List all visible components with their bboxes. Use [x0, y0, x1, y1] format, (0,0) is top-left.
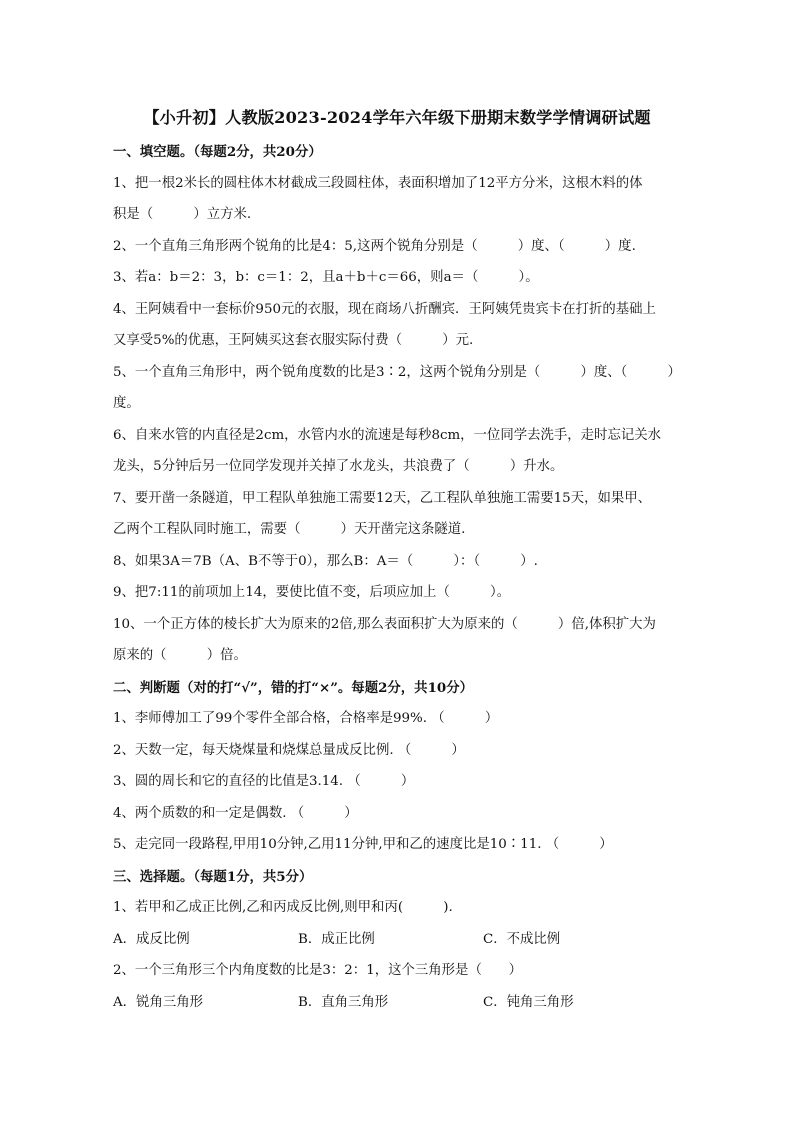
question-line: 1、若甲和乙成正比例,乙和丙成反比例,则甲和丙( ).: [113, 900, 453, 915]
option-a: A．锐角三角形: [113, 995, 204, 1010]
question-line: 2、一个三角形三个内角度数的比是3：2：1，这个三角形是（ ）: [113, 963, 523, 978]
option-c: C．钝角三角形: [483, 995, 574, 1010]
option-a: A．成反比例: [113, 932, 190, 947]
question-line: 1、李师傅加工了99个零件全部合格，合格率是99%. （ ）: [113, 711, 499, 726]
section-heading-true-false: 二、判断题（对的打“√”，错的打“×”。每题2分，共10分）: [113, 680, 473, 696]
question-line: 积是（ ）立方米.: [113, 207, 252, 222]
option-b: B．成正比例: [298, 932, 375, 947]
question-line: 龙头，5分钟后另一位同学发现并关掉了水龙头，共浪费了（ ）升水。: [113, 459, 564, 474]
question-line: 4、两个质数的和一定是偶数. （ ）: [113, 806, 358, 821]
question-line: 乙两个工程队同时施工，需要（ ）天开凿完这条隧道.: [113, 522, 466, 537]
section-heading-multiple-choice: 三、选择题。（每题1分，共5分）: [113, 869, 313, 885]
question-line: 2、一个直角三角形两个锐角的比是4：5,这两个锐角分别是（ ）度、（ ）度.: [113, 239, 636, 254]
question-line: 9、把7:11的前项加上14，要使比值不变，后项应加上（ ）。: [113, 585, 511, 600]
option-b: B．直角三角形: [298, 995, 389, 1010]
question-line: 3、若a：b＝2：3，b：c＝1：2，且a＋b＋c＝66，则a＝（ ）。: [113, 270, 539, 285]
question-line: 8、如果3A＝7B（A、B不等于0），那么B：A＝（ ）：（ ）.: [113, 554, 538, 569]
question-line: 4、王阿姨看中一套标价950元的衣服，现在商场八折酬宾．王阿姨凭贵宾卡在打折的基础上: [113, 302, 656, 317]
question-line: 10、一个正方体的棱长扩大为原来的2倍,那么表面积扩大为原来的（ ）倍,体积扩大为: [113, 617, 656, 632]
question-line: 原来的（ ）倍。: [113, 648, 247, 663]
question-line: 3、圆的周长和它的直径的比值是3.14. （ ）: [113, 774, 415, 789]
section-heading-fill-blank: 一、填空题。（每题2分，共20分）: [113, 144, 322, 160]
question-line: 又享受5%的优惠，王阿姨买这套衣服实际付费（ ）元.: [113, 333, 474, 348]
question-line: 2、天数一定，每天烧煤量和烧煤总量成反比例. （ ）: [113, 743, 465, 758]
page-title: 【小升初】人教版2023-2024学年六年级下册期末数学学情调研试题: [143, 108, 651, 127]
option-c: C．不成比例: [483, 932, 561, 947]
question-line: 6、自来水管的内直径是2cm，水管内水的流速是每秒8cm，一位同学去洗手，走时忘记关水: [113, 428, 662, 443]
question-line: 7、要开凿一条隧道，甲工程队单独施工需要12天，乙工程队单独施工需要15天，如果甲、: [113, 491, 652, 506]
question-line: 1、把一根2米长的圆柱体木材截成三段圆柱体，表面积增加了12平方分米，这根木料的体: [113, 176, 643, 191]
question-line: 5、走完同一段路程,甲用10分钟,乙用11分钟,甲和乙的速度比是10∶11. （ ）: [113, 837, 613, 852]
question-line: 5、一个直角三角形中，两个锐角度数的比是3∶2，这两个锐角分别是（ ）度、（ ）: [113, 365, 681, 380]
question-line: 度。: [113, 396, 140, 411]
